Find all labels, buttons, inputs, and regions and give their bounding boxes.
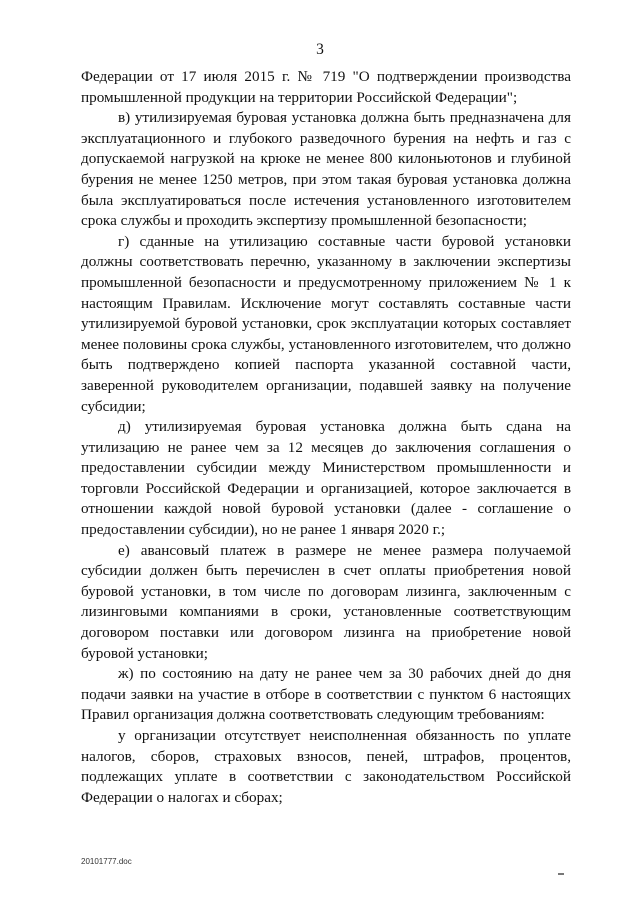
paragraph-item-d: д) утилизируемая буровая установка должна быть сдана на утилизацию не ранее чем за 12 месяцев до заключения соглашения о предоставлении субсидии между Министерством промышленности и торговли Российской Федерации и организацией, которое заключается в отношении каждой новой буровой установки (далее - соглашение о предоставлении субсидии), но не ранее 1 января 2020 г.; xyxy=(81,418,571,539)
page-number: 3 xyxy=(316,41,324,58)
document-body xyxy=(81,67,571,808)
paragraph-item-zh: ж) по состоянию на дату не ранее чем за 30 рабочих дней до дня подачи заявки на участие в отборе в соответствии с пунктом 6 настоящих Правил организация должна соответствовать следующим требованиям: xyxy=(81,665,571,724)
paragraph-item-e: е) авансовый платеж в размере не менее размера получаемой субсидии должен быть перечислен в счет оплаты приобретения новой буровой установки, в том числе по договорам лизинга, заключенным с лизинговыми компаниями в сроки, установленные соответствующим договором поставки или договором лизинга на приобретение новой буровой установки; xyxy=(81,541,571,662)
paragraph-item-g: г) сданные на утилизацию составные части буровой установки должны соответствовать перечню, указанному в заключении экспертизы промышленной безопасности и предусмотренному приложением № 1 к настоящим Правилам. Исключение могут составлять составные части утилизируемой буровой установки, срок эксплуатации которых составляет менее половины срока службы, установленного изготовителем, что должно быть подтверждено копией паспорта указанной составной части, заверенной руководителем организации, подавшей заявку на получение субсидии; xyxy=(81,232,571,415)
paragraph-tax-requirement: у организации отсутствует неисполненная обязанность по уплате налогов, сборов, страховых взносов, пеней, штрафов, процентов, подлежащих уплате в соответствии с законодательством Российской Федерации о налогах и сборах; xyxy=(81,727,571,806)
footer-mark xyxy=(558,873,564,875)
paragraph-continuation: Федерации от 17 июля 2015 г. № 719 "О подтверждении производства промышленной продукции на территории Российской Федерации"; xyxy=(81,68,571,106)
paragraph-item-v: в) утилизируемая буровая установка должна быть предназначена для эксплуатационного и глубокого разведочного бурения на нефть и газ с допускаемой нагрузкой на крюке не менее 800 килоньютонов и глубиной бурения не менее 1250 метров, при этом такая буровая установка должна была эксплуатироваться после истечения установленного изготовителем срока службы и проходить экспертизу промышленной безопасности; xyxy=(81,109,571,230)
footer-doc-code: 20101777.doc xyxy=(81,857,132,866)
